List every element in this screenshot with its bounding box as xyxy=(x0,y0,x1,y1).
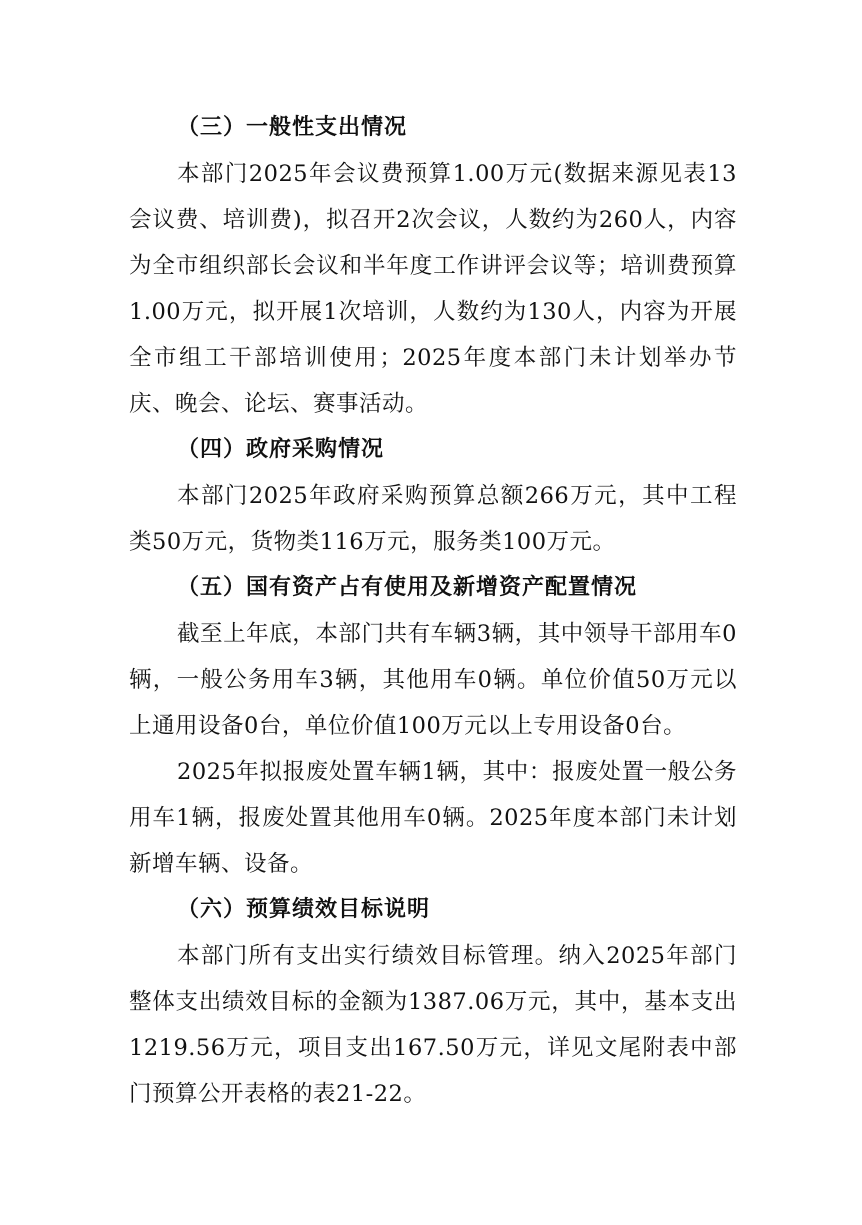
paragraph-performance-goals: 本部门所有支出实行绩效目标管理。纳入2025年部门整体支出绩效目标的金额为1387.06万元，其中，基本支出1219.56万元，项目支出167.50万元，详见文尾附表中部门预算公开表格的表21-22。 xyxy=(129,943,737,1107)
section-heading-general-expenditure: （三）一般性支出情况 xyxy=(177,115,408,140)
section-heading-government-procurement: （四）政府采购情况 xyxy=(177,437,385,462)
paragraph-vehicle-disposal: 2025年拟报废处置车辆1辆，其中：报废处置一般公务用车1辆，报废处置其他用车0辆。2025年度本部门未计划新增车辆、设备。 xyxy=(129,759,737,877)
section-heading-state-assets: （五）国有资产占有使用及新增资产配置情况 xyxy=(177,575,638,600)
paragraph-general-expenditure: 本部门2025年会议费预算1.00万元(数据来源见表13会议费、培训费)，拟召开2次会议，人数约为260人，内容为全市组织部长会议和半年度工作讲评会议等；培训费预算1.00万元，拟开展1次培训，人数约为130人，内容为开展全市组工干部培训使用；2025年度本部门未计划举办节庆、晚会、论坛、赛事活动。 xyxy=(129,161,737,417)
section-heading-performance-goals: （六）预算绩效目标说明 xyxy=(177,897,431,922)
document-body xyxy=(129,105,737,1117)
paragraph-vehicles-equipment: 截至上年底，本部门共有车辆3辆，其中领导干部用车0辆，一般公务用车3辆，其他用车0辆。单位价值50万元以上通用设备0台，单位价值100万元以上专用设备0台。 xyxy=(129,621,737,739)
paragraph-government-procurement: 本部门2025年政府采购预算总额266万元，其中工程类50万元，货物类116万元，服务类100万元。 xyxy=(129,483,737,555)
